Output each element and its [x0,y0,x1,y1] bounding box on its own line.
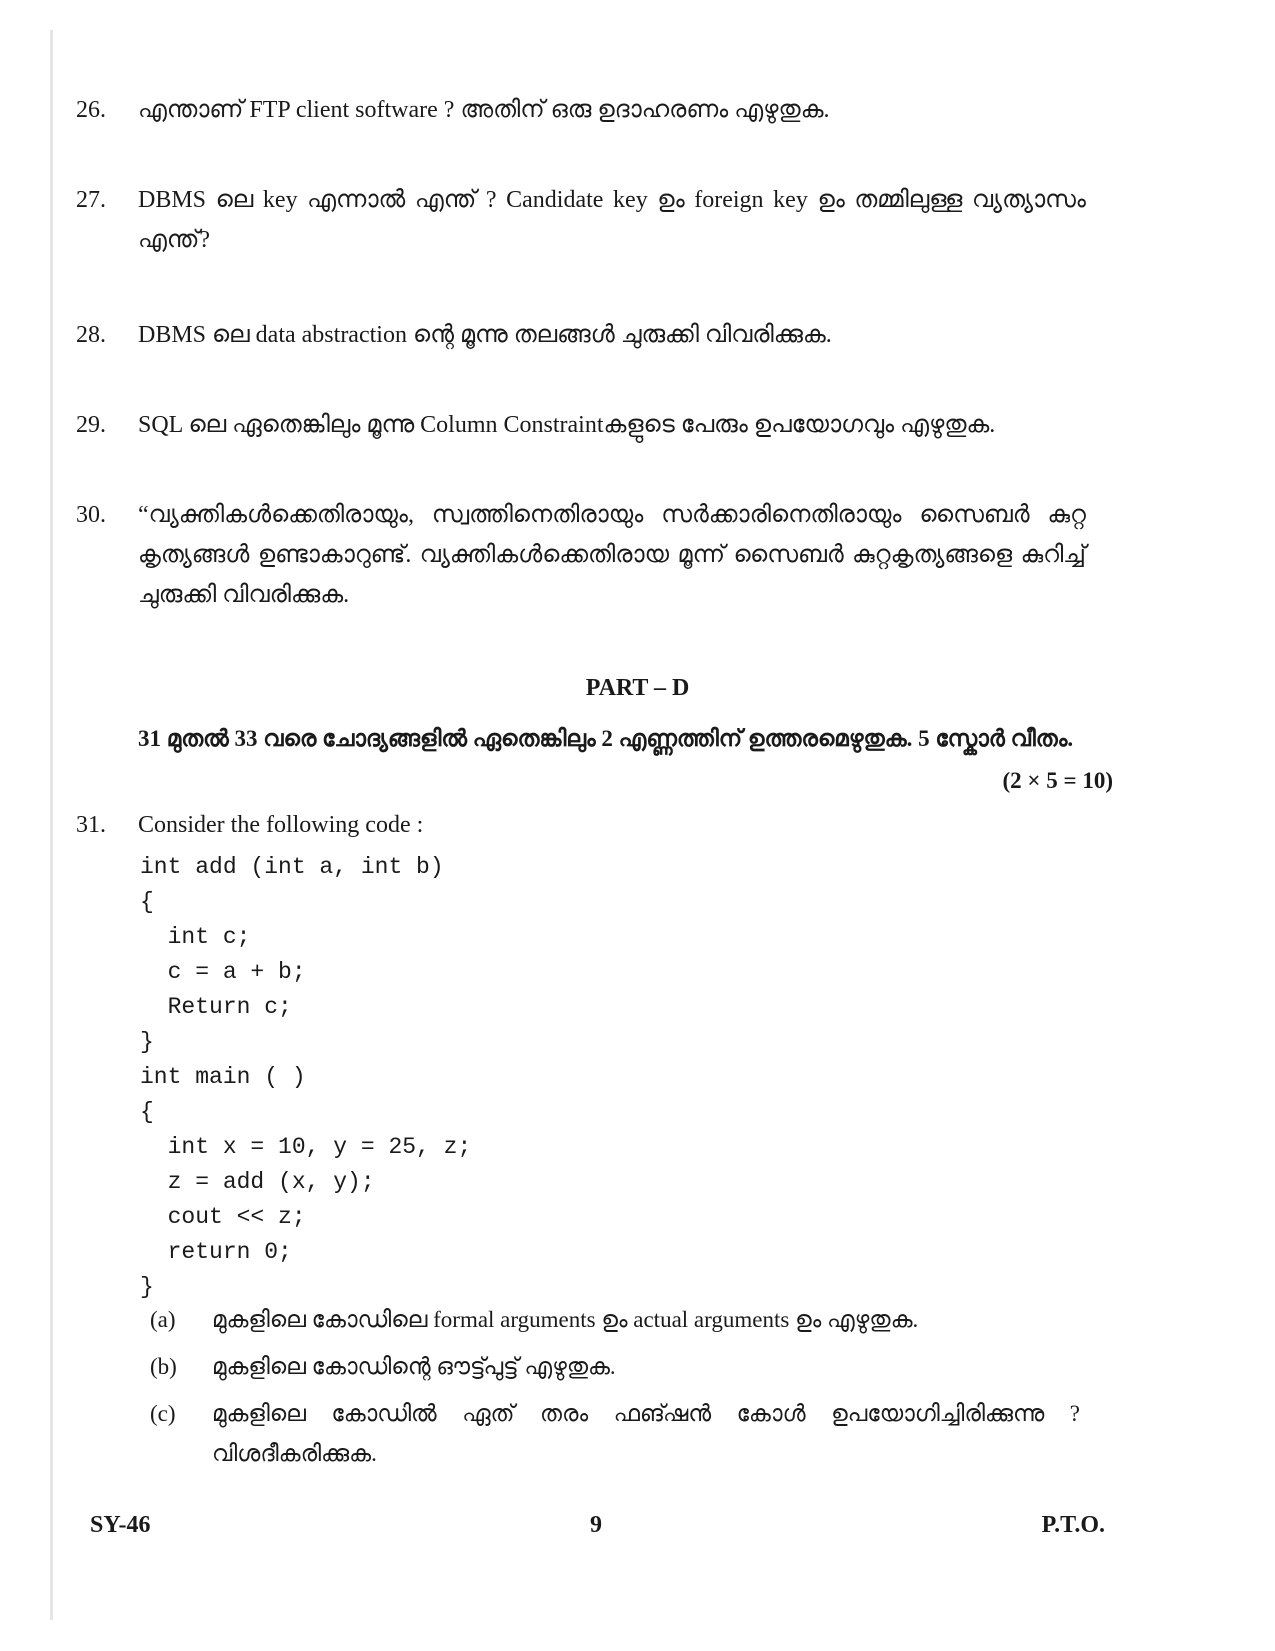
question-text: “വ്യക്തികൾക്കെതിരായും, സ്വത്തിനെതിരായും സർക്കാരിനെതിരായും സൈബർ കുറ്റ കൃത്യങ്ങൾ ഉണ്ടാകാറുണ്ട്. വ്യക്തികൾക്കെതിരായ മൂന്ന് സൈബർ കുറ്റകൃത്യങ്ങളെ കുറിച്ച് ചുരുക്കി വിവരിക്കുക. [138,502,1086,608]
question-30 [76,495,1086,615]
sub-question-a [150,1300,1080,1340]
question-number: 29. [76,412,106,438]
question-number: 26. [76,97,106,123]
question-28 [76,315,1086,355]
question-text: Consider the following code : [138,812,424,838]
part-d-marks: (2 × 5 = 10) [1002,768,1113,793]
question-text: എന്താണ് FTP client software ? അതിന് ഒരു ഉദാഹരണം എഴുതുക. [138,97,830,123]
question-text: SQL ലെ ഏതെങ്കിലും മൂന്നു Column Constraintകളുടെ പേരും ഉപയോഗവും എഴുതുക. [138,412,996,438]
footer-pto: P.T.O. [1041,1512,1105,1538]
sub-question-text: മുകളിലെ കോഡിന്റെ ഔട്ട്പുട്ട് എഴുതുക. [212,1354,616,1379]
sub-question-label: (a) [150,1307,176,1332]
code-block: int add (int a, int b) { int c; c = a + b; Return c; } int main ( ) { int x = 10, y = 25, z; z = add (x, y); cout << z; return 0; } [140,854,472,1300]
question-number: 27. [76,187,106,213]
question-26 [76,90,1086,130]
sub-question-text: മുകളിലെ കോഡിൽ ഏത് തരം ഫങ്ഷൻ കോൾ ഉപയോഗിച്ചിരിക്കുന്നു ? വിശദീകരിക്കുക. [212,1401,1080,1466]
sub-question-label: (b) [150,1354,177,1379]
question-text: DBMS ലെ data abstraction ന്റെ മൂന്നു തലങ്ങൾ ചുരുക്കി വിവരിക്കുക. [138,322,832,348]
sub-question-label: (c) [150,1401,176,1426]
part-d-instruction-block [138,718,1113,793]
part-d-instruction: 31 മുതൽ 33 വരെ ചോദ്യങ്ങളിൽ ഏതെങ്കിലും 2 എണ്ണത്തിന് ഉത്തരമെഴുതുക. 5 സ്കോർ വീതം. [138,726,1074,751]
part-d-title: PART – D [585,675,690,701]
footer-code: SY-46 [90,1512,151,1538]
question-number: 28. [76,322,106,348]
question-text: DBMS ലെ key എന്നാൽ എന്ത് ? Candidate key ഉം foreign key ഉം തമ്മിലുള്ള വ്യത്യാസം എന്ത്? [138,187,1086,253]
sub-question-c [150,1394,1080,1474]
question-number: 31. [76,812,106,838]
question-number: 30. [76,502,106,528]
question-29 [76,405,1086,445]
sub-question-b [150,1347,1080,1387]
question-27 [76,180,1086,260]
footer-page-number: 9 [590,1512,602,1538]
question-31 [76,805,1086,845]
sub-question-text: മുകളിലെ കോഡിലെ formal arguments ഉം actual arguments ഉം എഴുതുക. [212,1307,919,1332]
scan-edge [50,30,53,1620]
